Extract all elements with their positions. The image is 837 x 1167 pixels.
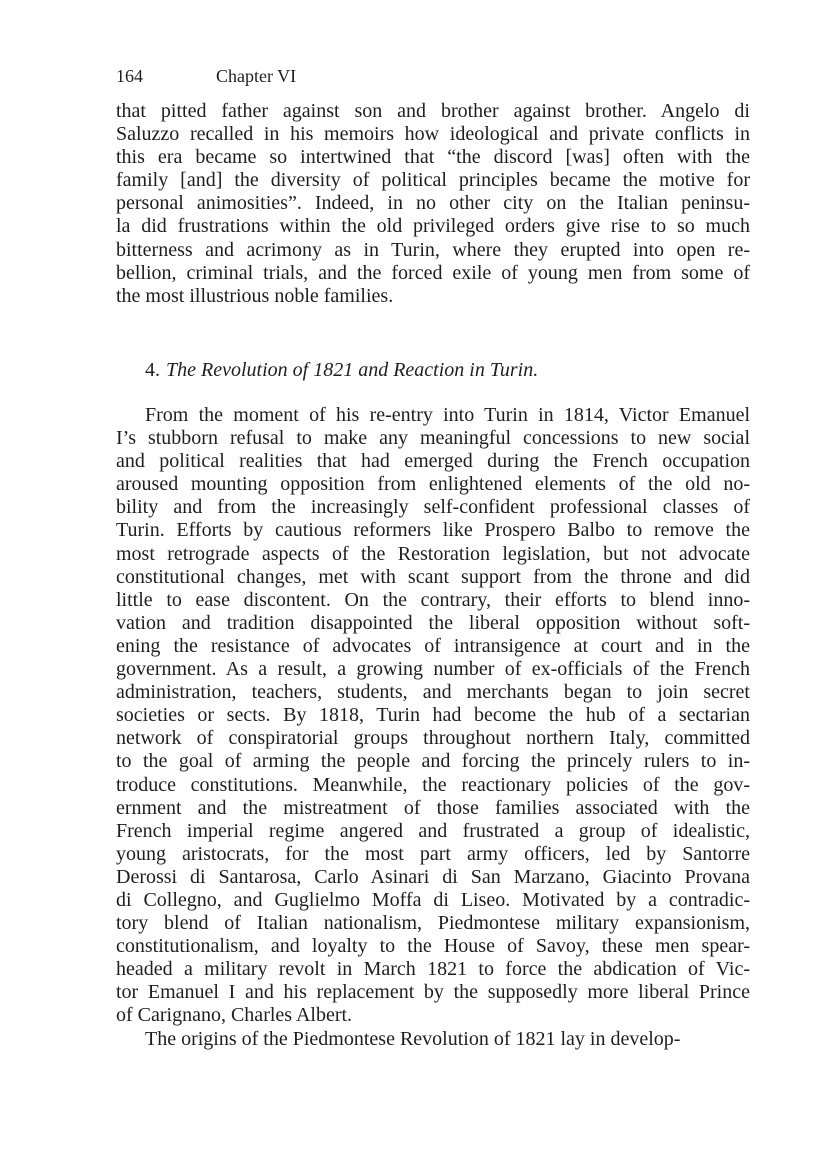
paragraph-1	[116, 100, 750, 308]
text-line: this era became so intertwined that “the discord [was] often with the	[116, 146, 750, 169]
text-line: ening the resistance of advocates of intransigence at court and in the	[116, 634, 750, 657]
text-line: ernment and the mistreatment of those families associated with the	[116, 796, 750, 819]
text-line: government. As a result, a growing number of ex-officials of the French	[116, 658, 750, 681]
text-line: constitutionalism, and loyalty to the House of Savoy, these men spear-	[116, 935, 750, 958]
paragraph-2	[116, 404, 750, 1051]
text-line: network of conspiratorial groups throughout northern Italy, committed	[116, 727, 750, 750]
text-line: la did frustrations within the old privileged orders give rise to so much	[116, 215, 750, 238]
section-title: The Revolution of 1821 and Reaction in Turin.	[166, 359, 539, 381]
text-line: of Carignano, Charles Albert.	[116, 1004, 353, 1027]
text-line: troduce constitutions. Meanwhile, the reactionary policies of the gov-	[116, 773, 750, 796]
text-line: administration, teachers, students, and merchants began to join secret	[116, 681, 750, 704]
text-line: societies or sects. By 1818, Turin had become the hub of a sectarian	[116, 704, 750, 727]
text-line: From the moment of his re-entry into Turin in 1814, Victor Emanuel	[145, 404, 750, 426]
text-line: Turin. Efforts by cautious reformers like Prospero Balbo to remove the	[116, 519, 750, 542]
text-line: French imperial regime angered and frustrated a group of idealistic,	[116, 819, 750, 842]
text-line: young aristocrats, for the most part army officers, led by Santorre	[116, 842, 750, 865]
text-line: Derossi di Santarosa, Carlo Asinari di San Marzano, Giacinto Provana	[116, 865, 750, 888]
text-line: I’s stubborn refusal to make any meaningful concessions to new social	[116, 427, 750, 450]
text-line: aroused mounting opposition from enlightened elements of the old no-	[116, 473, 750, 496]
text-line: constitutional changes, met with scant support from the throne and did	[116, 565, 750, 588]
text-line: di Collegno, and Guglielmo Moffa di Liseo. Motivated by a contradic-	[116, 888, 750, 911]
running-head	[116, 64, 296, 88]
text-line: the most illustrious noble families.	[116, 284, 394, 307]
text-line: and political realities that had emerged during the French occupation	[116, 450, 750, 473]
text-line: bility and from the increasingly self-confident professional classes of	[116, 496, 750, 519]
text-line: tory blend of Italian nationalism, Piedmontese military expansionism,	[116, 912, 750, 935]
text-line: headed a military revolt in March 1821 to force the abdication of Vic-	[116, 958, 750, 981]
text-line: The origins of the Piedmontese Revolution of 1821 lay in develop-	[145, 1027, 681, 1050]
text-line: family [and] the diversity of political principles became the motive for	[116, 169, 750, 192]
chapter-label: Chapter VI	[216, 66, 297, 86]
page-number: 164	[116, 66, 143, 86]
text-line: to the goal of arming the people and forcing the princely rulers to in-	[116, 750, 750, 773]
text-line: bellion, criminal trials, and the forced exile of young men from some of	[116, 261, 750, 284]
text-line: most retrograde aspects of the Restoration legislation, but not advocate	[116, 542, 750, 565]
section-heading	[145, 358, 538, 382]
text-line: tor Emanuel I and his replacement by the supposedly more liberal Prince	[116, 981, 750, 1004]
text-line: personal animosities”. Indeed, in no other city on the Italian peninsu-	[116, 192, 750, 215]
text-line: that pitted father against son and brother against brother. Angelo di	[116, 100, 750, 122]
text-line: Saluzzo recalled in his memoirs how ideological and private conflicts in	[116, 123, 750, 146]
text-line: vation and tradition disappointed the liberal opposition without soft-	[116, 611, 750, 634]
text-line: little to ease discontent. On the contrary, their efforts to blend inno-	[116, 588, 750, 611]
section-number: 4.	[145, 359, 160, 381]
text-line: bitterness and acrimony as in Turin, where they erupted into open re-	[116, 238, 750, 261]
